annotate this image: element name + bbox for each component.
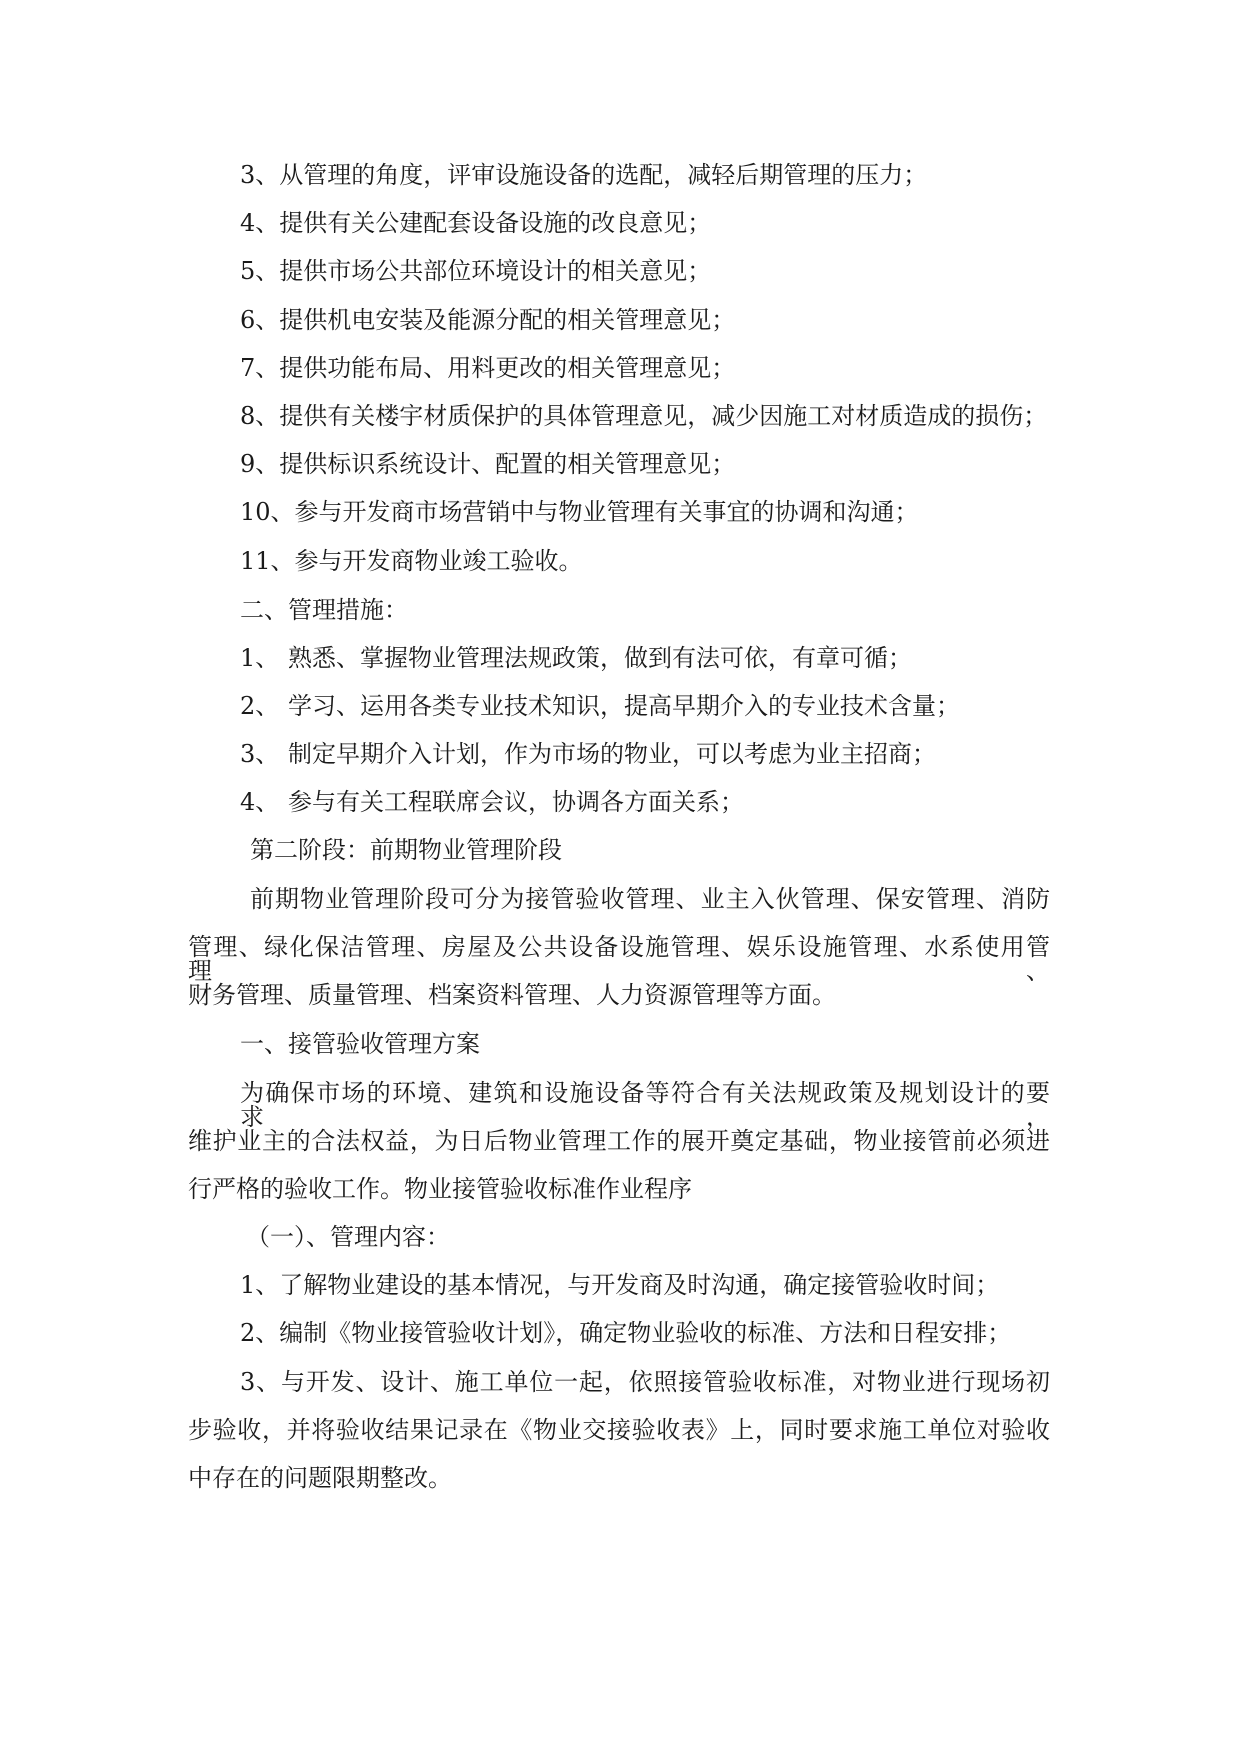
takeover-heading: 一、接管验收管理方案 [240, 1030, 480, 1058]
content-item-3-line-2: 步验收，并将验收结果记录在《物业交接验收表》上，同时要求施工单位对验收 [188, 1416, 1050, 1444]
takeover-para-line-3: 行严格的验收工作。物业接管验收标准作业程序 [188, 1175, 692, 1203]
measure-item-number: 3、 [240, 740, 280, 768]
measure-item-text: 熟悉、掌握物业管理法规政策，做到有法可依，有章可循； [288, 644, 912, 672]
intro-item-7: 7、提供功能布局、用料更改的相关管理意见； [240, 354, 736, 382]
measure-item-number: 2、 [240, 692, 280, 720]
measure-item-4 [240, 790, 744, 814]
intro-item-4: 4、提供有关公建配套设备设施的改良意见； [240, 209, 712, 237]
measures-heading: 二、管理措施： [240, 596, 408, 624]
content-item-1: 1、了解物业建设的基本情况，与开发商及时沟通，确定接管验收时间； [240, 1271, 1000, 1299]
stage2-heading: 第二阶段：前期物业管理阶段 [250, 836, 562, 864]
measure-item-number: 4、 [240, 788, 280, 816]
intro-item-8: 8、提供有关楼宇材质保护的具体管理意见，减少因施工对材质造成的损伤； [240, 402, 1048, 430]
intro-item-10: 10、参与开发商市场营销中与物业管理有关事宜的协调和沟通； [240, 498, 919, 526]
content-item-2: 2、编制《物业接管验收计划》，确定物业验收的标准、方法和日程安排； [240, 1319, 1012, 1347]
management-content-heading: （一）、管理内容： [246, 1223, 450, 1251]
measure-item-number: 1、 [240, 644, 280, 672]
intro-item-5: 5、提供市场公共部位环境设计的相关意见； [240, 257, 712, 285]
takeover-para-line-2: 维护业主的合法权益，为日后物业管理工作的展开奠定基础，物业接管前必须进 [188, 1127, 1050, 1155]
takeover-para-line-1: 为确保市场的环境、建筑和设施设备等符合有关法规政策及规划设计的要求， [240, 1079, 1050, 1131]
intro-item-3: 3、从管理的角度，评审设施设备的选配，减轻后期管理的压力； [240, 161, 928, 189]
content-item-3-line-3: 中存在的问题限期整改。 [188, 1464, 452, 1492]
stage2-para-line-3: 财务管理、质量管理、档案资料管理、人力资源管理等方面。 [188, 981, 836, 1009]
measure-item-text: 学习、运用各类专业技术知识，提高早期介入的专业技术含量； [288, 692, 960, 720]
intro-item-9: 9、提供标识系统设计、配置的相关管理意见； [240, 450, 736, 478]
measure-item-text: 制定早期介入计划，作为市场的物业，可以考虑为业主招商； [288, 740, 936, 768]
intro-item-6: 6、提供机电安装及能源分配的相关管理意见； [240, 306, 736, 334]
measure-item-3 [240, 742, 936, 766]
measure-item-1 [240, 646, 912, 670]
stage2-para-line-2: 管理、绿化保洁管理、房屋及公共设备设施管理、娱乐设施管理、水系使用管理、 [188, 933, 1050, 985]
content-item-3-line-1: 3、与开发、设计、施工单位一起，依照接管验收标准，对物业进行现场初 [240, 1368, 1050, 1396]
intro-item-11: 11、参与开发商物业竣工验收。 [240, 547, 583, 575]
stage2-para-line-1: 前期物业管理阶段可分为接管验收管理、业主入伙管理、保安管理、消防 [250, 885, 1050, 913]
measure-item-text: 参与有关工程联席会议，协调各方面关系； [288, 788, 744, 816]
measure-item-2 [240, 694, 960, 718]
